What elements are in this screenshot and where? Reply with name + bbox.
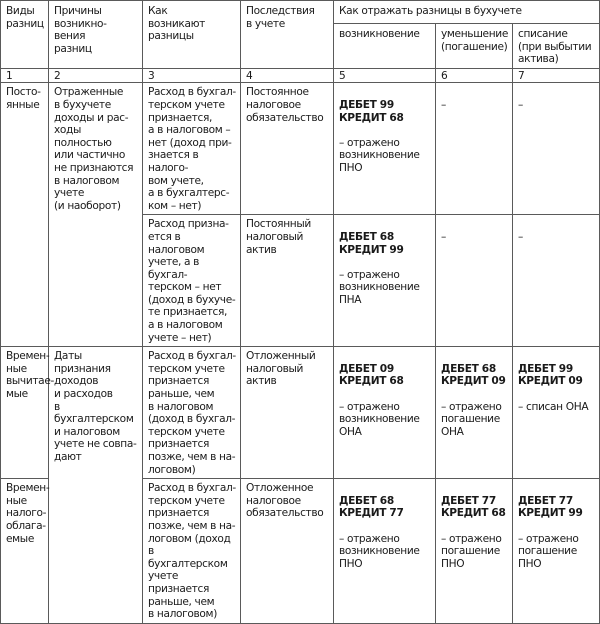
header-writeoff: списание (при выбытии актива) <box>513 24 600 69</box>
table-header <box>1 1 600 83</box>
cell-how-arise: Расход призна- ется в налоговом учете, а в бухгал- терском – нет (доход в бухуче- те признается, а в налоговом учете – нет) <box>143 215 241 347</box>
cell-writeoff-entry <box>513 83 600 215</box>
cell-consequence: Отложенный налоговый актив <box>241 347 334 479</box>
posting-note: – отражено возникновение ОНА <box>339 400 420 438</box>
cell-how-arise: Расход в бухгал- терском учете признается позже, чем в на- логовом (доход в бухгалтерском учете признается раньше, чем в налоговом) <box>143 479 241 624</box>
header-difference-types: Виды разниц <box>1 1 49 69</box>
header-reduction: уменьшение (погашение) <box>436 24 513 69</box>
posting-note: – <box>441 230 446 243</box>
posting-note: – списан ОНА <box>518 400 589 413</box>
header-accounting-group: Как отражать разницы в бухучете <box>334 1 600 24</box>
posting-entry: ДЕБЕТ 68 КРЕДИТ 77 <box>339 494 404 520</box>
cell-how-arise: Расход в бухгал- терском учете признается раньше, чем в налоговом (доход в бухгал- терском учете признается позже, чем в на- логовом) <box>143 347 241 479</box>
table-row <box>1 347 600 479</box>
posting-note: – отражено возникновение ПНА <box>339 268 420 306</box>
cell-writeoff-entry <box>513 215 600 347</box>
header-reasons: Причины возникно- вения разниц <box>49 1 143 69</box>
column-number-row <box>1 68 600 83</box>
cell-origin-entry <box>334 83 436 215</box>
column-number: 2 <box>49 68 143 83</box>
posting-note: – <box>441 98 446 111</box>
cell-reduction-entry <box>436 347 513 479</box>
cell-reason: Отраженные в бухучете доходы и рас- ходы полностью или частично не признаются в налоговом учете (и наоборот) <box>49 83 143 347</box>
posting-entry: ДЕБЕТ 77 КРЕДИТ 68 <box>441 494 506 520</box>
posting-note: – <box>518 98 523 111</box>
posting-entry: ДЕБЕТ 77 КРЕДИТ 99 <box>518 494 583 520</box>
header-consequences: Последствия в учете <box>241 1 334 69</box>
cell-difference-type: Времен- ные налого- облага- емые <box>1 479 49 624</box>
posting-note: – отражено погашение ПНО <box>518 532 579 570</box>
cell-origin-entry <box>334 347 436 479</box>
column-number: 6 <box>436 68 513 83</box>
posting-entry: ДЕБЕТ 68 КРЕДИТ 99 <box>339 230 404 256</box>
cell-consequence: Постоянное налоговое обязательство <box>241 83 334 215</box>
posting-entry: ДЕБЕТ 68 КРЕДИТ 09 <box>441 362 506 388</box>
column-number: 1 <box>1 68 49 83</box>
posting-note: – отражено возникновение ПНО <box>339 136 420 174</box>
column-number: 4 <box>241 68 334 83</box>
posting-note: – отражено погашение ПНО <box>441 532 502 570</box>
cell-writeoff-entry <box>513 347 600 479</box>
cell-writeoff-entry <box>513 479 600 624</box>
column-number: 3 <box>143 68 241 83</box>
posting-entry: ДЕБЕТ 09 КРЕДИТ 68 <box>339 362 404 388</box>
column-number: 5 <box>334 68 436 83</box>
table-row <box>1 83 600 215</box>
posting-entry: ДЕБЕТ 99 КРЕДИТ 68 <box>339 98 404 124</box>
header-how-arise: Как возникают разницы <box>143 1 241 69</box>
cell-reduction-entry <box>436 215 513 347</box>
cell-reason: Даты признания доходов и расходов в бухгалтерском и налоговом учете не совпа- дают <box>49 347 143 623</box>
posting-note: – отражено возникновение ПНО <box>339 532 420 570</box>
cell-difference-type: Посто- янные <box>1 83 49 347</box>
cell-difference-type: Времен- ные вычитае- мые <box>1 347 49 479</box>
cell-reduction-entry <box>436 83 513 215</box>
cell-origin-entry <box>334 479 436 624</box>
cell-consequence: Постоянный налоговый актив <box>241 215 334 347</box>
cell-origin-entry <box>334 215 436 347</box>
posting-note: – отражено погашение ОНА <box>441 400 502 438</box>
posting-note: – <box>518 230 523 243</box>
cell-reduction-entry <box>436 479 513 624</box>
cell-how-arise: Расход в бухгал- терском учете признается, а в налоговом – нет (доход при- знается в налого- вом учете, а в бухгалтерс- ком – нет) <box>143 83 241 215</box>
header-origin: возникновение <box>334 24 436 69</box>
posting-entry: ДЕБЕТ 99 КРЕДИТ 09 <box>518 362 583 388</box>
column-number: 7 <box>513 68 600 83</box>
cell-consequence: Отложенное налоговое обязательство <box>241 479 334 624</box>
